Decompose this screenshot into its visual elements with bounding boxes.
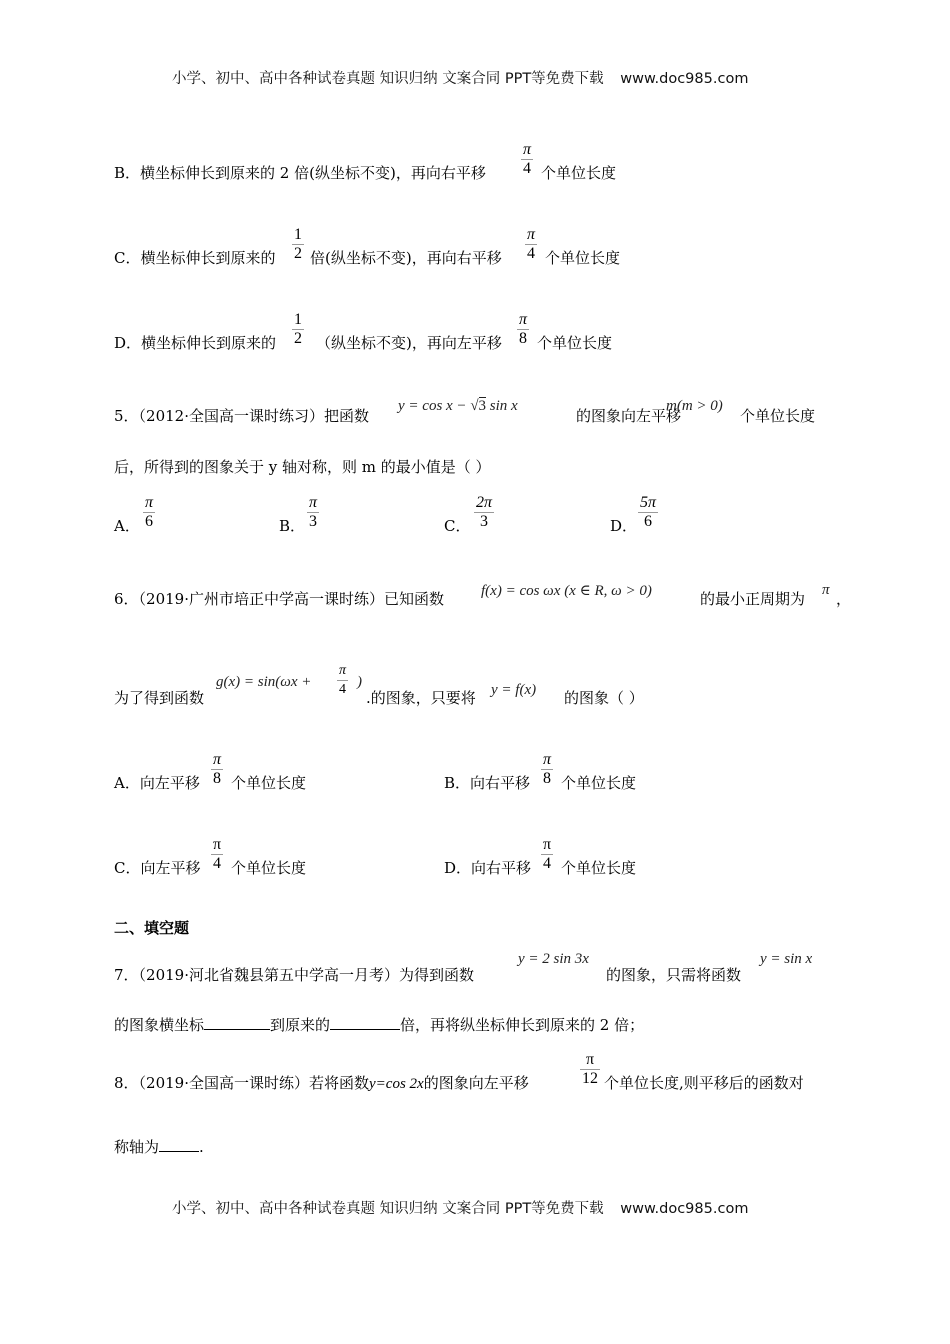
question-7-line2: [114, 1015, 644, 1035]
option-text: （纵坐标不变)，再向左平移: [316, 334, 502, 352]
page-footer: [172, 1197, 748, 1218]
answer-blank[interactable]: [330, 1015, 400, 1030]
formula-part: sin x: [486, 398, 518, 414]
option-text: 向右平移: [471, 859, 532, 877]
option-label: C．: [114, 859, 141, 877]
option-a: [114, 773, 200, 793]
question-text-end: 个单位长度: [740, 407, 816, 425]
option-c-line: [114, 248, 276, 268]
option-text: 个单位长度: [561, 774, 637, 792]
question-text: 个单位长度,则平移后的函数对: [604, 1074, 804, 1092]
question-source: （2019·河北省魏县第五中学高一月考）为得到函数: [138, 966, 474, 984]
fraction-denominator: 6: [145, 513, 153, 530]
option-c: [114, 858, 201, 878]
header-text: 小学、初中、高中各种试卷真题 知识归纳 文案合同 PPT等免费下载: [172, 71, 604, 87]
fraction-numerator: π: [309, 494, 318, 511]
question-text: 到原来的: [270, 1016, 331, 1034]
question-text: ，: [836, 590, 852, 608]
fraction-denominator: 4: [543, 855, 552, 872]
option-text: 个单位长度: [545, 249, 621, 267]
fraction-denominator: 3: [309, 513, 317, 530]
fraction-denominator: 12: [582, 1070, 598, 1087]
fraction-denominator: 2: [294, 245, 302, 262]
fraction-denominator: 8: [213, 770, 221, 787]
option-text: 个单位长度: [541, 164, 617, 182]
fraction-denominator: 3: [480, 513, 488, 530]
fraction: [517, 311, 529, 348]
fraction: [337, 662, 348, 699]
option-label: A．: [114, 774, 140, 792]
option-text-tail: [537, 333, 612, 353]
fraction: [521, 141, 533, 178]
fraction-numerator: π: [145, 494, 154, 511]
option-text: 个单位长度: [231, 859, 307, 877]
fraction: [143, 494, 155, 531]
formula-m: m(m > 0): [666, 398, 723, 414]
formula-part: f(x) = cos ωx: [481, 583, 561, 599]
question-text: [564, 688, 644, 708]
option-d-line: [114, 333, 276, 353]
option-text: 倍(纵坐标不变)，再向右平移: [310, 249, 502, 267]
section-title: 二、填空题: [114, 919, 190, 937]
fraction: [474, 494, 494, 531]
fraction-numerator: 5π: [640, 494, 657, 511]
fraction: [525, 226, 537, 263]
fraction-denominator: 6: [644, 513, 652, 530]
fraction: [541, 751, 553, 788]
question-text-mid: 的最小正周期为: [700, 590, 806, 608]
fraction-denominator: 4: [523, 160, 531, 177]
question-5-line1: [114, 406, 369, 426]
fraction: [292, 311, 304, 348]
question-number: 5．: [114, 407, 139, 425]
formula-y: y = f(x): [491, 682, 537, 698]
question-text: [740, 406, 815, 426]
answer-blank[interactable]: [159, 1137, 199, 1152]
question-text-mid: 的图象向左平移: [576, 407, 682, 425]
fraction: [211, 751, 223, 788]
question-text: 称轴为: [114, 1138, 160, 1156]
question-number: 8．: [114, 1074, 139, 1092]
fraction-numerator: π: [543, 751, 552, 768]
fraction: [292, 226, 304, 263]
question-text: 倍，再将纵坐标伸长到原来的 2 倍；: [400, 1016, 645, 1034]
answer-blank[interactable]: [204, 1015, 270, 1030]
fraction-denominator: 8: [543, 770, 551, 787]
formula-part: ): [357, 674, 362, 690]
formula: y = 2 sin 3x: [518, 951, 589, 967]
question-6-line1: [114, 589, 444, 609]
option-text: 向右平移: [470, 774, 531, 792]
fraction-numerator: 2π: [476, 494, 493, 511]
question-number: 7．: [114, 966, 139, 984]
option-label: D．: [444, 859, 472, 877]
option-b-line: [114, 163, 486, 183]
option-text-tail: [545, 248, 620, 268]
question-7-line1: [114, 965, 474, 985]
fraction-numerator: π: [523, 141, 532, 158]
option-b: [444, 773, 530, 793]
fraction-numerator: π: [580, 1051, 600, 1070]
fraction-numerator: π: [527, 226, 536, 243]
footer-url[interactable]: www.doc985.com: [620, 1201, 749, 1217]
fraction-denominator: 4: [213, 855, 222, 872]
fraction-numerator: π: [543, 836, 552, 853]
formula-part: (x ∈ R, ω > 0): [564, 583, 652, 599]
option-label: A．: [114, 517, 140, 535]
fraction-denominator: 2: [294, 330, 302, 347]
fraction: [638, 494, 658, 531]
header-url[interactable]: www.doc985.com: [620, 71, 749, 87]
formula-g: [216, 674, 311, 691]
option-text-tail: [541, 163, 616, 183]
fraction-numerator: 1: [294, 311, 302, 328]
formula: y=cos 2x: [369, 1076, 424, 1092]
option-text: 向左平移: [139, 774, 200, 792]
option-label: B．: [444, 774, 471, 792]
fraction-denominator: 8: [519, 330, 527, 347]
option-label: B．: [279, 517, 306, 535]
question-5-line2: 后，所得到的图象关于 y 轴对称，则 m 的最小值是（ ）: [114, 458, 491, 476]
fraction-numerator: 1: [294, 226, 302, 243]
question-text: 的图象横坐标: [114, 1016, 205, 1034]
formula-sqrt: 3: [478, 398, 487, 414]
fraction: [307, 494, 319, 531]
option-text-mid: [316, 333, 502, 353]
fraction: [541, 836, 553, 873]
option-text: 横坐标伸长到原来的: [140, 249, 276, 267]
fraction: [580, 1051, 600, 1088]
option-text: 个单位长度: [537, 334, 613, 352]
option-label: D．: [114, 334, 142, 352]
fraction-denominator: 4: [527, 245, 535, 262]
question-source: （2012·全国高一课时练习）把函数: [138, 407, 369, 425]
fraction-numerator: π: [213, 836, 222, 853]
option-label: C．: [444, 517, 471, 535]
question-text: 的图象向左平移: [423, 1074, 529, 1092]
question-text: 的图象（ ）: [564, 689, 644, 707]
question-6-line2: [114, 688, 204, 708]
option-label: C．: [114, 249, 141, 267]
footer-text: 小学、初中、高中各种试卷真题 知识归纳 文案合同 PPT等免费下载: [172, 1201, 604, 1217]
option-text: 横坐标伸长到原来的 2 倍(纵坐标不变)，再向右平移: [140, 164, 486, 182]
option-text: 个单位长度: [231, 774, 307, 792]
fraction-numerator: π: [213, 751, 222, 768]
fraction: [211, 836, 223, 873]
fraction-denominator: 4: [339, 682, 346, 697]
option-label: B．: [114, 164, 141, 182]
option-label: D．: [610, 517, 638, 535]
formula-part: g(x) = sin(ωx +: [216, 674, 312, 690]
question-text: 为了得到函数: [114, 689, 205, 707]
fraction-numerator: π: [519, 311, 528, 328]
option-text: 向左平移: [140, 859, 201, 877]
fraction-numerator: π: [337, 662, 348, 681]
question-number: 6．: [114, 590, 139, 608]
question-source: （2019·广州市培正中学高一课时练）已知函数: [138, 590, 444, 608]
option-text: 横坐标伸长到原来的: [141, 334, 277, 352]
formula: y = sin x: [760, 951, 813, 967]
question-text: 的图象，只需将函数: [606, 966, 742, 984]
option-d: [444, 858, 531, 878]
page-header: [172, 67, 748, 88]
question-text: .的图象，只要将: [366, 689, 476, 707]
question-text: [366, 688, 476, 708]
question-text: .: [199, 1138, 204, 1156]
option-text-mid: [310, 248, 502, 268]
question-8-line1: [114, 1073, 529, 1094]
formula-pi: π: [822, 582, 830, 598]
question-8-line2: [114, 1137, 204, 1157]
question-source: （2019·全国高一课时练）若将函数: [138, 1074, 369, 1092]
formula-part: y = cos x −: [398, 398, 471, 414]
question-text: [700, 589, 805, 609]
formula-f: [481, 581, 652, 600]
formula: y = cos x − √3 sin x: [398, 398, 518, 414]
option-text: 个单位长度: [561, 859, 637, 877]
